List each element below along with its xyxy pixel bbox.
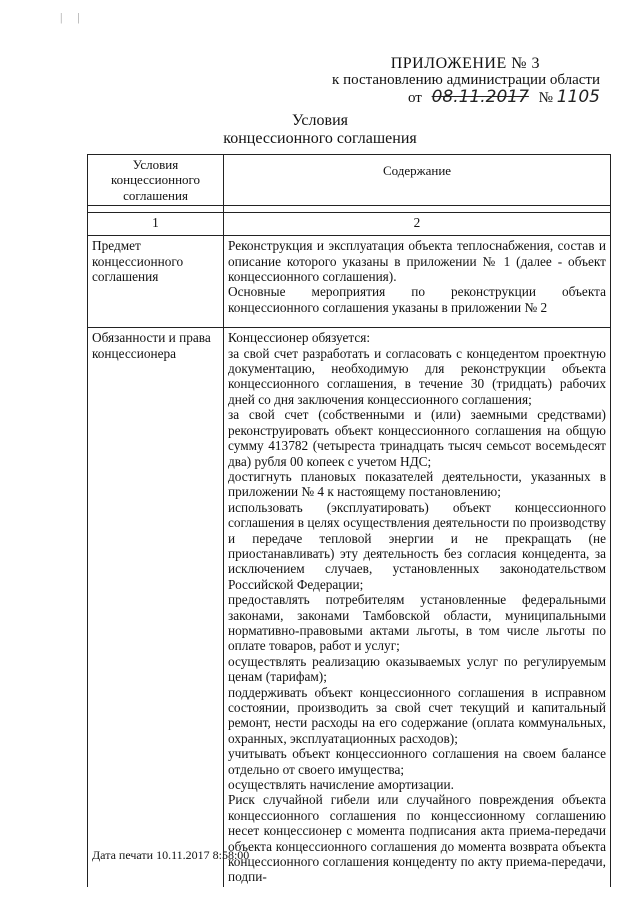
table-row — [88, 236, 611, 328]
from-label: от — [407, 90, 422, 106]
decree-date-handwritten: 08.11.2017 — [431, 87, 529, 107]
paragraph: учитывать объект концессионного соглашения на своем балансе отдельно от своего имущества; — [228, 746, 606, 777]
header-spacer-row — [88, 206, 611, 213]
paragraph: поддерживать объект концессионного соглашения в исправном состоянии, производить за свой счет текущий и капитальный ремонт, нести расходы на его содержание (оплата коммунальных, охранных, эксплуатационных расходов); — [228, 684, 606, 746]
title-line-2: концессионного соглашения — [223, 130, 417, 147]
paragraph: осуществлять реализацию оказываемых услуг по регулируемым ценам (тарифам); — [228, 653, 606, 685]
document-title — [0, 112, 640, 148]
appendix-header — [332, 55, 600, 107]
paragraph: Основные мероприятия по реконструкции объекта концессионного соглашения указаны в приложении № 2 — [228, 284, 606, 315]
paragraph: осуществлять начисление амортизации. — [228, 777, 454, 793]
number-sign: № — [538, 90, 553, 106]
title-line-1: Условия — [292, 112, 348, 129]
row-label: Предмет концессионного соглашения — [88, 236, 224, 328]
appendix-number: ПРИЛОЖЕНИЕ № 3 — [390, 55, 540, 72]
paragraph: использовать (эксплуатировать) объект концессионного соглашения в целях осуществления деятельности по производству и передаче тепловой энергии и не прекращать (не приостанавливать) эту деятельность без согласия концедента, за исключением случаев, установленных законодательством Российской Федерации; — [228, 499, 606, 592]
paragraph: Концессионер обязуется: — [228, 330, 371, 346]
column-header-conditions: Условия концессионного соглашения — [88, 155, 224, 206]
column-number-row — [88, 213, 611, 236]
row-content — [224, 236, 611, 328]
table-header-row — [88, 155, 611, 206]
row-label: Обязанности и права концессионера — [88, 328, 224, 887]
paragraph: достигнуть плановых показателей деятельности, указанных в приложении № 4 к настоящему постановлению; — [228, 468, 606, 500]
conditions-table — [87, 154, 611, 887]
column-number-2: 2 — [224, 213, 611, 236]
print-date-footer: Дата печати 10.11.2017 8:58:00 — [92, 848, 250, 862]
paragraph: Реконструкция и эксплуатация объекта теплоснабжения, состав и описание которого указаны в приложении № 1 (далее - объект концессионного соглашения). — [228, 238, 606, 285]
decree-date-line — [332, 89, 600, 107]
column-header-content: Содержание — [224, 155, 611, 206]
decree-reference: к постановлению администрации области — [332, 72, 600, 88]
paragraph: предоставлять потребителям установленные федеральными законами, законами Тамбовской области, муниципальными нормативно-правовыми актами льготы, в том числе льготы по оплате товаров, работ и услуг; — [228, 592, 606, 654]
column-number-1: 1 — [88, 213, 224, 236]
table-row — [88, 328, 611, 887]
paragraph: за свой счет разработать и согласовать с концедентом проектную документацию, необходимую для реконструкции объекта концессионного соглашения, в течение 30 (тридцать) рабочих дней со дня заключения концессионного соглашения; — [228, 345, 606, 407]
decree-number-handwritten: 1105 — [556, 87, 600, 107]
scan-corner-mark: | | — [60, 10, 80, 24]
row-content — [224, 328, 611, 887]
paragraph: Риск случайной гибели или случайного повреждения объекта концессионного соглашения по концессионному соглашению несет концессионер с момента подписания акта приема-передачи объекта концессионного соглашения до момента возврата объекта концессионного соглашения концеденту по акту приема-передачи, подпи- — [228, 792, 606, 885]
paragraph: за свой счет (собственными и (или) заемными средствами) реконструировать объект концессионного соглашения на общую сумму 413782 (четыреста тринадцать тысяч семьсот восемьдесят два) рубля 00 копеек с учетом НДС; — [228, 407, 606, 469]
